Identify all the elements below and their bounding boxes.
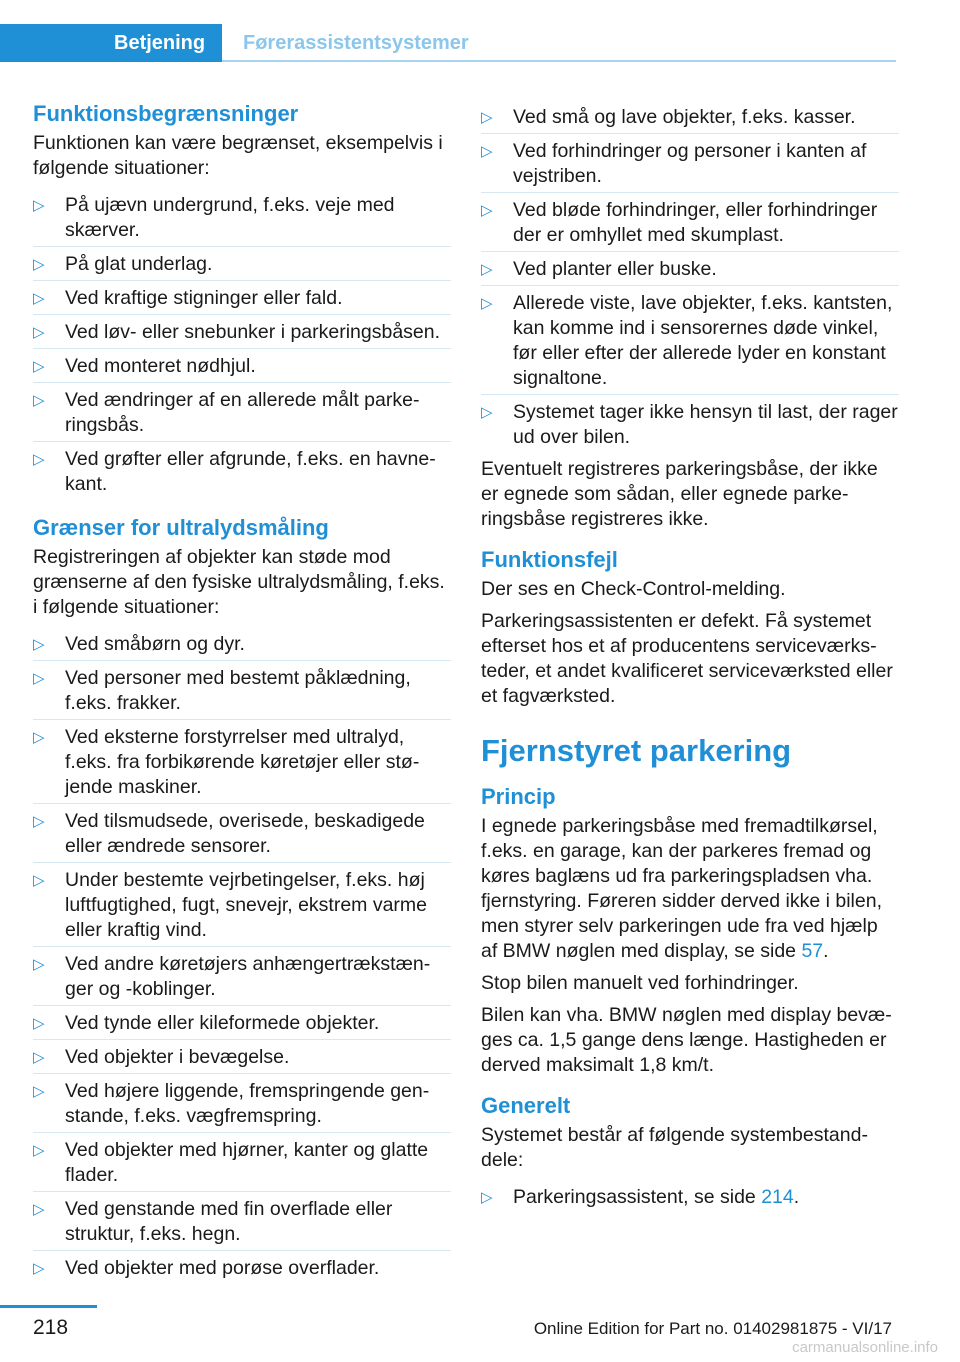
triangle-bullet-icon: ▷	[33, 256, 45, 273]
list-item-text: Ved planter eller buske.	[513, 258, 717, 280]
list-item	[33, 1192, 451, 1251]
list-item	[481, 395, 899, 453]
list-item-text: Ved objekter med porøse overflader.	[65, 1257, 380, 1279]
triangle-bullet-icon: ▷	[33, 290, 45, 307]
list-item	[33, 863, 451, 947]
triangle-bullet-icon: ▷	[33, 1049, 45, 1066]
left-column	[33, 100, 451, 1284]
list-item-text: Ved objekter i bevægelse.	[65, 1046, 290, 1068]
triangle-bullet-icon: ▷	[481, 1189, 493, 1206]
section-title-limitations: Funktionsbegrænsninger	[33, 101, 299, 126]
list-item	[33, 1133, 451, 1192]
triangle-bullet-icon: ▷	[33, 813, 45, 830]
page-link[interactable]: 57	[801, 940, 824, 962]
footer-divider	[0, 1305, 97, 1308]
text: .	[793, 1186, 800, 1208]
triangle-bullet-icon: ▷	[33, 636, 45, 653]
section-tab-inactive[interactable]: Førerassistentsystemer	[243, 32, 469, 54]
list-item-text: Ved forhindringer og personer i kanten af vejstriben.	[513, 140, 867, 187]
list-item-text: Ved højere liggende, fremspringende genstande, f.eks. vægfremspring.	[65, 1080, 430, 1127]
list-item	[33, 383, 451, 442]
list-item-text: Ved kraftige stigninger eller fald.	[65, 287, 343, 309]
section-title-ultrasound: Grænser for ultralydsmåling	[33, 515, 329, 540]
section-title-principle: Princip	[481, 784, 556, 809]
list-item	[33, 947, 451, 1006]
paragraph: Stop bilen manuelt ved forhindringer.	[481, 972, 799, 994]
paragraph: Registreringen af objekter kan støde mod grænserne af den fysiske ultralydsmåling, f.eks. i følgende situationer:	[33, 546, 445, 618]
section-title-general: Generelt	[481, 1093, 571, 1118]
list-item-text: På glat underlag.	[65, 253, 213, 275]
list-item-text: Ved grøfter eller afgrunde, f.eks. en havnekant.	[65, 448, 436, 495]
components-list	[481, 1180, 899, 1213]
list-item	[33, 349, 451, 383]
list-item	[33, 720, 451, 804]
edition-label: Online Edition for Part no. 01402981875 - VI/17	[533, 1319, 892, 1338]
list-item	[481, 1180, 899, 1213]
ultrasound-list-continued	[481, 100, 899, 453]
triangle-bullet-icon: ▷	[33, 451, 45, 468]
triangle-bullet-icon: ▷	[33, 729, 45, 746]
list-item	[33, 1074, 451, 1133]
list-item	[33, 804, 451, 863]
page-link[interactable]: 214	[761, 1186, 794, 1208]
section-title-fault: Funktionsfejl	[481, 547, 618, 572]
list-item-text: Ved ændringer af en allerede målt parkeringsbås.	[65, 389, 420, 436]
triangle-bullet-icon: ▷	[33, 392, 45, 409]
triangle-bullet-icon: ▷	[481, 202, 493, 219]
list-item	[33, 281, 451, 315]
list-item	[481, 286, 899, 395]
triangle-bullet-icon: ▷	[33, 872, 45, 889]
list-item	[481, 193, 899, 252]
list-item-text: Under bestemte vejrbetingelser, f.eks. høj luftfugtighed, fugt, snevejr, ekstrem varme eller kraftig vind.	[65, 869, 428, 941]
triangle-bullet-icon: ▷	[33, 324, 45, 341]
list-item-text: Ved eksterne forstyrrelser med ultralyd, f.eks. fra forbikørende køretøjer eller støjende maskiner.	[65, 726, 420, 798]
list-item	[33, 1251, 451, 1284]
triangle-bullet-icon: ▷	[481, 295, 493, 312]
triangle-bullet-icon: ▷	[481, 143, 493, 160]
list-item	[33, 442, 451, 500]
watermark: carmanualsonline.info	[792, 1339, 938, 1356]
list-item-text: På ujævn undergrund, f.eks. veje med skærver.	[65, 194, 395, 241]
list-item	[481, 100, 899, 134]
chapter-title: Fjernstyret parkering	[481, 733, 792, 768]
triangle-bullet-icon: ▷	[33, 197, 45, 214]
list-item-text: Ved monteret nødhjul.	[65, 355, 256, 377]
list-item	[481, 134, 899, 193]
list-item-text: Ved objekter med hjørner, kanter og glatte flader.	[65, 1139, 429, 1186]
page-header	[0, 0, 960, 62]
list-item-text: Allerede viste, lave objekter, f.eks. kantsten, kan komme ind i sensorernes døde vinkel, før eller efter der allerede lyder en konstant signaltone.	[513, 292, 893, 389]
list-item-text: Ved tilsmudsede, overisede, beskadigede eller ændrede sensorer.	[65, 810, 425, 857]
list-item-text: Ved småbørn og dyr.	[65, 633, 245, 655]
triangle-bullet-icon: ▷	[33, 1015, 45, 1032]
triangle-bullet-icon: ▷	[33, 670, 45, 687]
list-item-text: Ved små og lave objekter, f.eks. kasser.	[513, 106, 856, 128]
list-item-text: Ved andre køretøjers anhængertrækstænger og -koblinger.	[65, 953, 431, 1000]
list-item	[33, 627, 451, 661]
triangle-bullet-icon: ▷	[33, 956, 45, 973]
triangle-bullet-icon: ▷	[481, 261, 493, 278]
paragraph: Systemet består af følgende systembestanddele:	[481, 1124, 868, 1171]
right-column	[481, 100, 899, 1213]
page-number: 218	[33, 1316, 69, 1339]
list-item-text: Ved tynde eller kileformede objekter.	[65, 1012, 380, 1034]
section-tab-active[interactable]: Betjening	[0, 24, 222, 62]
text: I egnede parkeringsbåse med fremadtilkørsel, f.eks. en garage, kan der parkeres fremad og køres baglæns ud fra parkeringspladsen vha. fjernstyring. Føreren sidder derved ikke i bilen, men styrer selv parkeringen ude fra ved hjælp af BMW nøglen med display, se side	[481, 815, 882, 962]
list-item	[33, 247, 451, 281]
list-item-text: Systemet tager ikke hensyn til last, der rager ud over bilen.	[513, 401, 898, 448]
triangle-bullet-icon: ▷	[33, 1083, 45, 1100]
list-item	[33, 315, 451, 349]
ultrasound-list	[33, 627, 451, 1284]
triangle-bullet-icon: ▷	[33, 1260, 45, 1277]
header-divider	[222, 60, 896, 62]
list-item	[33, 1040, 451, 1074]
list-item	[33, 661, 451, 720]
text: Parkeringsassistent, se side	[513, 1186, 762, 1208]
list-item	[33, 1006, 451, 1040]
paragraph: Der ses en Check-Control-melding.	[481, 578, 786, 600]
paragraph	[481, 814, 899, 964]
triangle-bullet-icon: ▷	[33, 1201, 45, 1218]
list-item-text: Ved genstande med fin overflade eller struktur, f.eks. hegn.	[65, 1198, 393, 1245]
triangle-bullet-icon: ▷	[481, 404, 493, 421]
paragraph: Parkeringsassistenten er defekt. Få systemet efterset hos et af producentens serviceværksteder, et andet kvalificeret serviceværksted eller et fagværksted.	[481, 610, 893, 707]
list-item	[481, 252, 899, 286]
paragraph: Funktionen kan være begrænset, eksempelvis i følgende situationer:	[33, 132, 443, 179]
list-item-text: Ved løv- eller snebunker i parkeringsbåsen.	[65, 321, 441, 343]
limitations-list	[33, 188, 451, 500]
triangle-bullet-icon: ▷	[481, 109, 493, 126]
text: .	[823, 940, 829, 962]
list-item-text: Ved bløde forhindringer, eller forhindringer der er omhyllet med skumplast.	[513, 199, 878, 246]
triangle-bullet-icon: ▷	[33, 1142, 45, 1159]
list-item	[33, 188, 451, 247]
triangle-bullet-icon: ▷	[33, 358, 45, 375]
paragraph: Eventuelt registreres parkeringsbåse, der ikke er egnede som sådan, eller egnede parkeringsbåse registreres ikke.	[481, 458, 878, 530]
list-item-text: Ved personer med bestemt påklædning, f.eks. frakker.	[65, 667, 411, 714]
paragraph: Bilen kan vha. BMW nøglen med display bevæges ca. 1,5 gange dens længe. Hastigheden er derved maksimalt 1,8 km/t.	[481, 1004, 892, 1076]
